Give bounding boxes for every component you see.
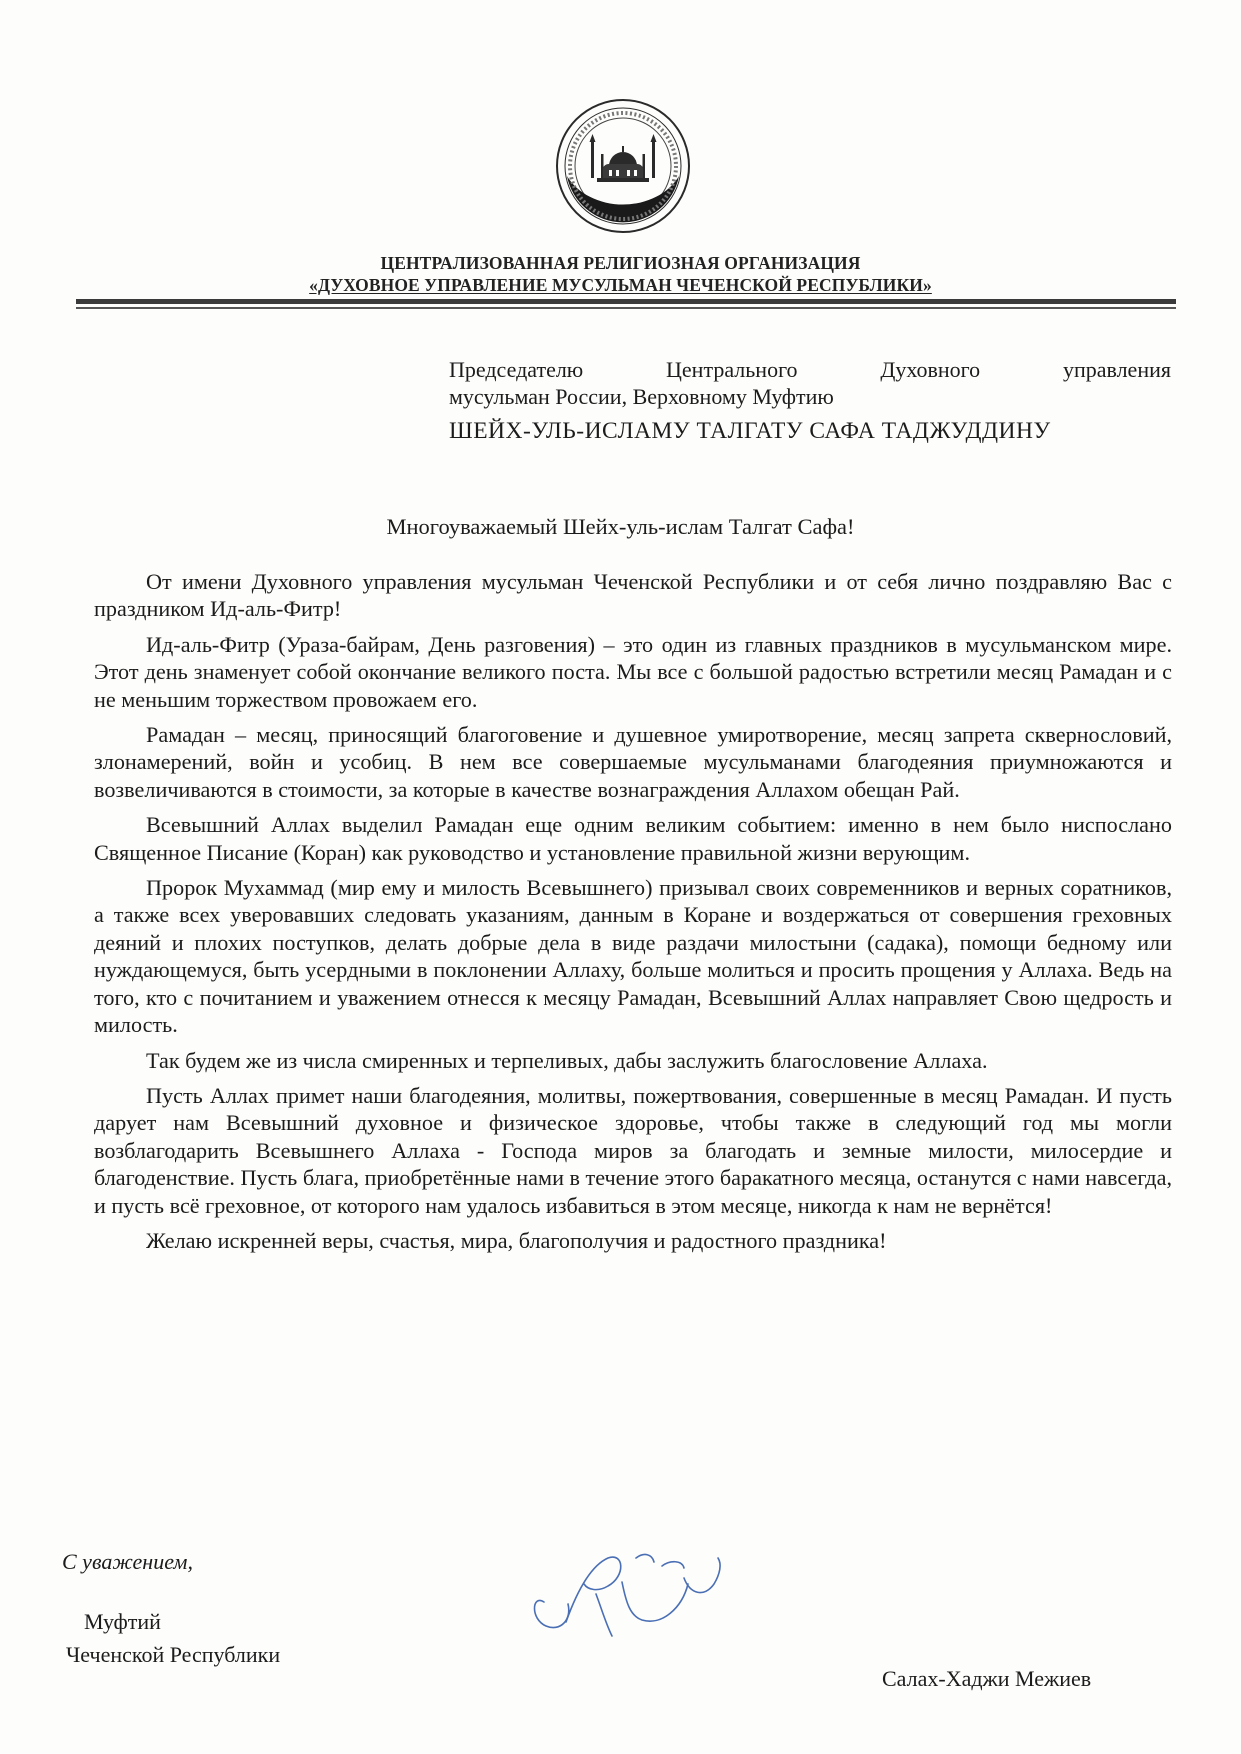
addressee-word: Духовного — [880, 357, 981, 382]
mosque-crescent-emblem-icon — [553, 96, 693, 236]
addressee-line2: мусульман России, Верховному Муфтию — [449, 384, 834, 409]
addressee-line1 — [449, 356, 1171, 383]
org-name-line1: ЦЕНТРАЛИЗОВАННАЯ РЕЛИГИОЗНАЯ ОРГАНИЗАЦИЯ — [380, 253, 861, 273]
addressee-word: Центрального — [666, 357, 798, 382]
organization-header — [0, 252, 1241, 296]
signatory-title-line1: Муфтий — [84, 1609, 161, 1634]
addressee-name: ШЕЙХ-УЛЬ-ИСЛАМУ ТАЛГАТУ САФА ТАДЖУДДИНУ — [449, 418, 1051, 444]
letter-body — [94, 568, 1172, 1254]
body-paragraph: Всевышний Аллах выделил Рамадан еще одним великим событием: именно в нем было ниспослано Священное Писание (Коран) как руководство и установление правильной жизни верующим. — [94, 812, 1172, 865]
signatory-title — [66, 1605, 280, 1671]
signatory-title-line2: Чеченской Республики — [66, 1642, 281, 1667]
header-divider-thin — [76, 307, 1176, 309]
body-paragraph: Пусть Аллах примет наши благодеяния, молитвы, пожертвования, совершенные в месяц Рамадан. И пусть дарует нам Всевышний духовное и физическое здоровье, чтобы также в следующий год мы могли возблагодарить Всевышнего Аллаха - Господа миров за благодать и земные милости, милосердие и благоденствие. Пусть блага, приобретённые нами в течение этого баракатного месяца, останутся с нами навсегда, и пусть всё греховное, от которого нам удалось избавиться в этом месяце, никогда к нам не вернётся! — [94, 1082, 1172, 1218]
addressee-word: управления — [1062, 357, 1171, 382]
body-paragraph: Так будем же из числа смиренных и терпеливых, дабы заслужить благословение Аллаха. — [146, 1047, 988, 1073]
addressee-word: Председателю — [449, 357, 584, 382]
header-divider-thick — [76, 299, 1176, 304]
closing-phrase: С уважением, — [62, 1549, 193, 1574]
salutation: Многоуважаемый Шейх-уль-ислам Талгат Сафа! — [386, 514, 855, 539]
body-paragraph: Желаю искренней веры, счастья, мира, благополучия и радостного праздника! — [146, 1227, 887, 1253]
body-paragraph: Рамадан – месяц, приносящий благоговение и душевное умиротворение, месяц запрета сквернословий, злонамерений, войн и усобиц. В нем все совершаемые мусульманами благодеяния приумножаются и возвеличиваются в стоимости, за которые в качестве вознаграждения Аллахом обещан Рай. — [94, 722, 1172, 802]
signatory-name: Салах-Хаджи Межиев — [882, 1666, 1092, 1691]
addressee-block — [449, 356, 1171, 445]
body-paragraph: Пророк Мухаммад (мир ему и милость Всевышнего) призывал своих современников и верных соратников, а также всех уверовавших следовать указаниям, данным в Коране и воздержаться от совершения греховных деяний и плохих поступков, делать добрые дела в виде раздачи милостыни (садака), помощи бедному или нуждающемуся, быть усердными в поклонении Аллаху, больше молиться и просить прощения у Аллаха. Ведь на того, кто с почитанием и уважением отнесся к месяцу Рамадан, Всевышний Аллах направляет Свою щедрость и милость. — [94, 875, 1172, 1038]
org-name-line2: «ДУХОВНОЕ УПРАВЛЕНИЕ МУСУЛЬМАН ЧЕЧЕНСКОЙ РЕСПУБЛИКИ» — [309, 275, 932, 295]
handwritten-signature-icon — [512, 1524, 742, 1644]
body-paragraph: Ид-аль-Фитр (Ураза-байрам, День разговения) – это один из главных праздников в мусульманском мире. Этот день знаменует собой окончание великого поста. Мы все с большой радостью встретили месяц Рамадан и с не меньшим торжеством провожаем его. — [94, 631, 1172, 712]
body-paragraph: От имени Духовного управления мусульман Чеченской Республики и от себя лично поздравляю Вас с праздником Ид-аль-Фитр! — [94, 569, 1172, 622]
